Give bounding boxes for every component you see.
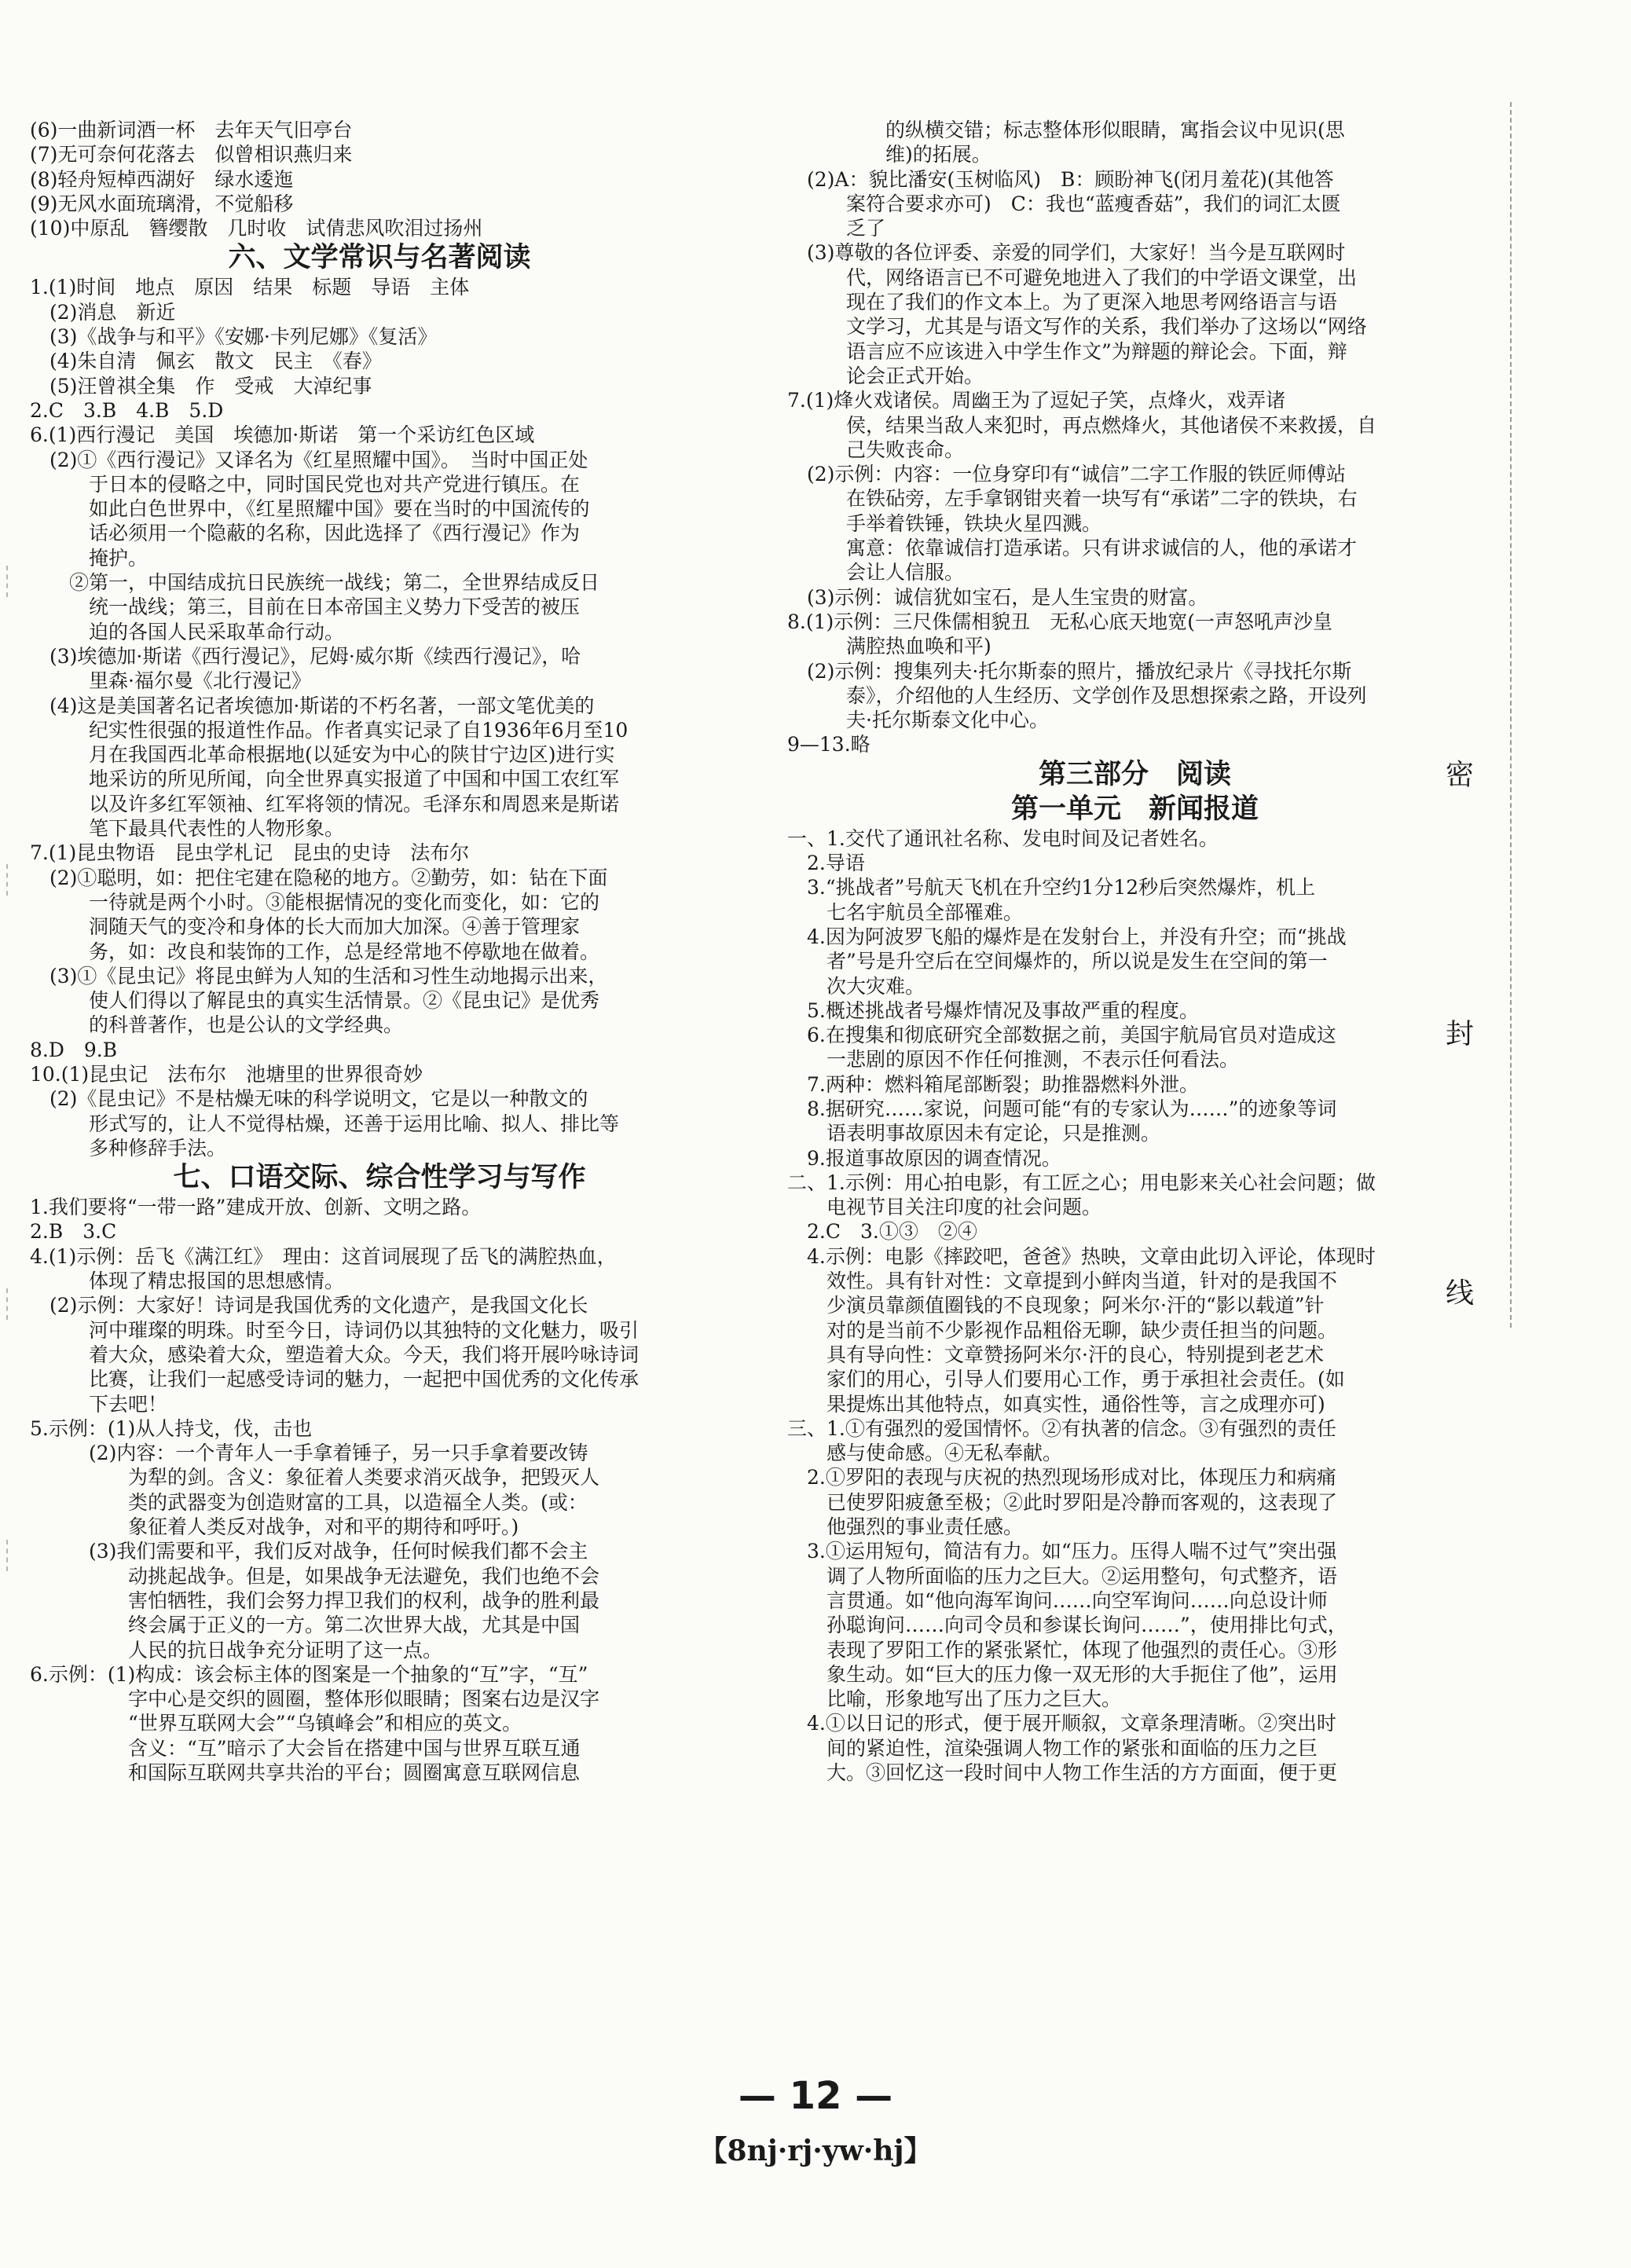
right-answer-line: 感与使命感。④无私奉献。: [787, 1442, 1063, 1465]
right-answer-line: 具有导向性：文章赞扬阿米尔·汗的良心，特别提到老艺术: [787, 1343, 1324, 1366]
left-answer-line: 地采访的所见所闻，向全世界真实报道了中国和中国工农红军: [30, 768, 620, 791]
left-answer-line: 于日本的侵略之中，同时国民党也对共产党进行镇压。在: [30, 472, 581, 496]
right-answer-line: (2)示例：内容：一位身穿印有“诚信”二字工作服的铁匠师傅站: [787, 463, 1346, 486]
left-answer-line: 统一战线；第三，目前在日本帝国主义势力下受苦的被压: [30, 595, 581, 619]
right-answer-line: 语表明事故原因未有定论，只是推测。: [787, 1122, 1161, 1145]
left-answer-line: (6)一曲新词酒一杯 去年天气旧亭台: [30, 119, 353, 141]
right-answer-line: 7.两种：燃料箱尾部断裂；助推器燃料外泄。: [787, 1072, 1199, 1096]
left-answer-line: (8)轻舟短棹西湖好 绿水逶迤: [30, 167, 294, 191]
left-answer-line: 月在我国西北革命根据地(以延安为中心的陕甘宁边区)进行实: [30, 743, 615, 767]
right-answer-line: 9—13.略: [787, 733, 870, 757]
left-answer-line: 着大众，感染着大众，塑造着大众。今天，我们将开展吟咏诗词: [30, 1343, 640, 1366]
left-answer-line: (2)消息 新近: [30, 300, 176, 324]
left-answer-line: 务，如：改良和装饰的工作，总是经常地不停歇地在做着。: [30, 940, 600, 963]
left-answer-line: 4.(1)示例：岳飞《满江红》 理由：这首词展现了岳飞的满腔热血，: [30, 1244, 617, 1268]
right-answer-line: 比喻，形象地写出了压力之巨大。: [787, 1687, 1122, 1711]
left-answer-line: 河中璀璨的明珠。时至今日，诗词仍以其独特的文化魅力，吸引: [30, 1318, 640, 1342]
left-answer-line: 和国际互联网共享共治的平台；圆圈寓意互联网信息: [30, 1761, 581, 1784]
right-answer-line: 维)的拓展。: [787, 143, 991, 167]
left-answer-line: 为犁的剑。含义：象征着人类要求消灭战争，把毁灭人: [30, 1466, 600, 1489]
right-answer-line: 表现了罗阳工作的紧张紧忙，体现了他强烈的责任心。③形: [787, 1638, 1338, 1662]
left-answer-line: 以及许多红军领袖、红军将领的情况。毛泽东和周恩来是斯诺: [30, 792, 620, 815]
right-answer-line: 大。③回忆这一段时间中人物工作生活的方方面面，便于更: [787, 1761, 1338, 1784]
binding-dashed-line: [1510, 102, 1554, 1328]
right-answer-line: 次大灾难。: [787, 974, 925, 998]
left-edge-mark: [6, 1540, 13, 1571]
left-answer-line: 6.(1)西行漫记 美国 埃德加·斯诺 第一个采访红色区域: [30, 423, 535, 447]
left-answer-line: 害怕牺牲，我们会努力捍卫我们的权利，战争的胜利最: [30, 1588, 600, 1612]
right-answer-line: 2.C 3.①③ ②④: [787, 1220, 977, 1244]
left-answer-line: (2)内容：一个青年人一手拿着锤子，另一只手拿着要改铸: [30, 1442, 588, 1465]
right-answer-line: 一悲剧的原因不作任何推测，不表示任何看法。: [787, 1048, 1240, 1072]
right-answer-line: (2)A：貌比潘安(玉树临风) B：顾盼神飞(闭月羞花)(其他答: [787, 167, 1334, 191]
left-answer-line: 话必须用一个隐蔽的名称，因此选择了《西行漫记》作为: [30, 522, 581, 545]
right-answer-line: 3.①运用短句，简洁有力。如“压力。压得人喘不过气”突出强: [787, 1540, 1337, 1563]
right-answer-line: 满腔热血唤和平): [787, 635, 991, 658]
right-answer-line: 论会正式开始。: [787, 364, 984, 387]
left-answer-line: 含义：“互”暗示了大会旨在搭建中国与世界互联互通: [30, 1736, 581, 1760]
left-answer-line: 使人们得以了解昆虫的真实生活情景。②《昆虫记》是优秀: [30, 989, 600, 1013]
left-section-title: 六、文学常识与名著阅读: [228, 242, 531, 274]
left-answer-line: 的科普著作，也是公认的文学经典。: [30, 1013, 404, 1037]
right-answer-line: 乏了: [787, 217, 886, 240]
left-answer-line: 笔下最具代表性的人物形象。: [30, 817, 345, 841]
right-answer-line: 三、1.①有强烈的爱国情怀。②有执著的信念。③有强烈的责任: [787, 1416, 1336, 1440]
binding-label-xian: 线: [1445, 1277, 1474, 1310]
left-answer-line: 比赛，让我们一起感受诗词的魅力，一起把中国优秀的文化传承: [30, 1368, 640, 1391]
right-answer-line: 者”号是升空后在空间爆炸的，所以说是发生在空间的第一: [787, 950, 1328, 973]
right-answer-line: 4.因为阿波罗飞船的爆炸是在发射台上，并没有升空；而“挑战: [787, 925, 1347, 948]
binding-label-feng: 封: [1445, 1018, 1474, 1050]
left-answer-line: 迫的各国人民采取革命行动。: [30, 620, 345, 643]
left-answer-line: 类的武器变为创造财富的工具，以造福全人类。(或：: [30, 1490, 588, 1514]
left-answer-line: 5.示例：(1)从人持戈，伐，击也: [30, 1416, 313, 1440]
right-answer-line: 对的是当前不少影视作品粗俗无聊，缺少责任担当的问题。: [787, 1318, 1338, 1342]
left-answer-line: (2)示例：大家好！诗词是我国优秀的文化遗产，是我国文化长: [30, 1294, 588, 1317]
right-answer-line: 泰》，介绍他的人生经历、文学创作及思想探索之路，开设列: [787, 683, 1367, 707]
right-answer-line: 8.(1)示例：三尺侏儒相貌丑 无私心底天地宽(一声怒吼声沙皇: [787, 610, 1333, 633]
left-answer-line: 1.我们要将“一带一路”建成开放、创新、文明之路。: [30, 1196, 482, 1219]
right-section-title: 第三部分 阅读: [1038, 758, 1231, 790]
left-answer-line: (9)无风水面琉璃滑，不觉船移: [30, 192, 294, 215]
right-answer-line: 间的紧迫性，渲染强调人物工作的紧张和面临的压力之巨: [787, 1736, 1318, 1760]
left-answer-line: 掩护。: [30, 546, 148, 570]
left-answer-line: (2)①《西行漫记》又译名为《红星照耀中国》。 当时中国正处: [30, 448, 588, 471]
left-answer-line: 2.C 3.B 4.B 5.D: [30, 398, 224, 422]
right-answer-line: 效性。具有针对性：文章提到小鲜肉当道，针对的是我国不: [787, 1270, 1338, 1293]
left-answer-line: 7.(1)昆虫物语 昆虫学札记 昆虫的史诗 法布尔: [30, 841, 470, 865]
right-answer-line: 代，网络语言已不可避免地进入了我们的中学语文课堂，出: [787, 266, 1358, 289]
right-answer-line: 7.(1)烽火戏诸侯。周幽王为了逗妃子笑，点烽火，戏弄诸: [787, 389, 1286, 412]
left-answer-line: 形式写的，让人不觉得枯燥，还善于运用比喻、拟人、排比等: [30, 1112, 620, 1135]
right-answer-line: 4.示例：电影《摔跤吧，爸爸》热映，文章由此切入评论，体现时: [787, 1244, 1376, 1268]
left-edge-mark: [6, 864, 13, 896]
right-answer-line: 七名宇航员全部罹难。: [787, 900, 1024, 924]
right-answer-line: 寓意：依靠诚信打造承诺。只有讲求诚信的人，他的承诺才: [787, 537, 1358, 560]
left-answer-line: 2.B 3.C: [30, 1220, 117, 1244]
right-answer-line: 语言应不应该进入中学生作文”为辩题的辩论会。下面，辩: [787, 339, 1347, 363]
right-answer-line: 的纵横交错；标志整体形似眼睛，寓指会议中见识(思: [787, 119, 1345, 141]
left-answer-line: 如此白色世界中，《红星照耀中国》要在当时的中国流传的: [30, 497, 590, 521]
right-column: [787, 118, 1483, 1785]
right-answer-line: 2.导语: [787, 852, 865, 875]
right-answer-line: 在铁砧旁，左手拿钢钳夹着一块写有“承诺”二字的铁块，右: [787, 487, 1358, 511]
footer-code: 【8nj·rj·yw·hj】: [698, 2134, 933, 2167]
left-answer-line: 字中心是交织的圆圈，整体形似眼睛；图案右边是汉字: [30, 1687, 600, 1711]
left-column: [30, 118, 729, 1785]
right-answer-line: 8.据研究……家说，问题可能“有的专家认为……”的迹象等词: [787, 1097, 1337, 1120]
left-answer-line: 人民的抗日战争充分证明了这一点。: [30, 1638, 443, 1662]
left-answer-line: 10.(1)昆虫记 法布尔 池塘里的世界很奇妙: [30, 1062, 423, 1086]
right-answer-line: 调了人物所面临的压力之巨大。②运用整句，句式整齐，语: [787, 1564, 1338, 1588]
page-number: — 12 —: [738, 2074, 893, 2118]
right-answer-line: 象生动。如“巨大的压力像一双无形的大手扼住了他”，运用: [787, 1662, 1338, 1686]
right-answer-line: 一、1.交代了通讯社名称、发电时间及记者姓名。: [787, 826, 1219, 850]
right-answer-line: 他强烈的事业责任感。: [787, 1515, 1024, 1539]
right-answer-line: 手举着铁锤，铁块火星四溅。: [787, 511, 1102, 535]
left-answer-line: (7)无可奈何花落去 似曾相识燕归来: [30, 143, 353, 167]
left-answer-line: 纪实性很强的报道性作品。作者真实记录了自1936年6月至10: [30, 718, 629, 742]
right-answer-line: 会让人信服。: [787, 561, 965, 584]
left-answer-line: (5)汪曾祺全集 作 受戒 大淖纪事: [30, 374, 372, 398]
left-answer-line: (3)《战争与和平》《安娜·卡列尼娜》《复活》: [30, 325, 438, 349]
left-answer-line: 里森·福尔曼《北行漫记》: [30, 669, 311, 693]
right-answer-line: 孙聪询问……向司令员和参谋长询问……”，使用排比句式，: [787, 1614, 1347, 1637]
left-section-title: 七、口语交际、综合性学习与写作: [173, 1162, 586, 1194]
left-answer-line: 8.D 9.B: [30, 1038, 118, 1061]
right-answer-line: 二、1.示例：用心拍电影，有工匠之心；用电影来关心社会问题；做: [787, 1171, 1376, 1194]
right-answer-line: 案符合要求亦可) C：我也“蓝瘦香菇”，我们的词汇太匮: [787, 192, 1341, 215]
right-answer-line: 己失败丧命。: [787, 438, 965, 461]
right-answer-line: 2.①罗阳的表现与庆祝的热烈现场形成对比，体现压力和病痛: [787, 1466, 1336, 1489]
left-edge-mark: [6, 1288, 13, 1320]
right-answer-line: 3.“挑战者”号航天飞机在升空约1分12秒后突然爆炸，机上: [787, 876, 1316, 900]
left-answer-line: (2)《昆虫记》不是枯燥无味的科学说明文，它是以一种散文的: [30, 1087, 588, 1111]
right-answer-line: 现在了我们的作文本上。为了更深入地思考网络语言与语: [787, 291, 1338, 314]
left-answer-line: 6.示例：(1)构成：该会标主体的图案是一个抽象的“互”字，“互”: [30, 1662, 588, 1686]
left-edge-mark: [6, 566, 13, 597]
right-answer-line: 果提炼出其他特点，如真实性，通俗性等，言之成理亦可): [787, 1392, 1325, 1416]
left-answer-line: 多种修辞手法。: [30, 1136, 227, 1160]
right-answer-line: 9.报道事故原因的调查情况。: [787, 1146, 1061, 1170]
binding-label-mi: 密: [1445, 759, 1474, 791]
right-answer-line: 电视节目关注印度的社会问题。: [787, 1196, 1102, 1219]
left-answer-line: 一待就是两个小时。③能根据情况的变化而变化，如：它的: [30, 890, 600, 914]
left-answer-line: 体现了精忠报国的思想感情。: [30, 1270, 345, 1293]
right-answer-line: 言贯通。如“他向海军询问……向空军询问……向总设计师: [787, 1588, 1328, 1612]
left-answer-line: (4)这是美国著名记者埃德加·斯诺的不朽名著，一部文笔优美的: [30, 694, 595, 717]
right-section-title: 第一单元 新闻报道: [1010, 793, 1259, 825]
right-answer-line: (3)尊敬的各位评委、亲爱的同学们，大家好！当今是互联网时: [787, 241, 1346, 265]
left-answer-line: 终会属于正义的一方。第二次世界大战，尤其是中国: [30, 1614, 581, 1637]
left-answer-line: (3)我们需要和平，我们反对战争，任何时候我们都不会主: [30, 1540, 588, 1563]
left-answer-line: (3)①《昆虫记》将昆虫鲜为人知的生活和习性生动地揭示出来，: [30, 964, 608, 987]
right-answer-line: 6.在搜集和彻底研究全部数据之前，美国宇航局官员对造成这: [787, 1024, 1336, 1047]
right-answer-line: 少演员靠颜值圈钱的不良现象；阿米尔·汗的“影以载道”针: [787, 1294, 1325, 1317]
left-answer-line: (2)①聪明，如：把住宅建在隐秘的地方。②勤劳，如：钻在下面: [30, 866, 608, 889]
left-answer-line: 下去吧！: [30, 1392, 168, 1416]
left-answer-line: 动挑起战争。但是，如果战争无法避免，我们也绝不会: [30, 1564, 600, 1588]
right-answer-line: 5.概述挑战者号爆炸情况及事故严重的程度。: [787, 998, 1199, 1022]
right-answer-line: 侯，结果当敌人来犯时，再点燃烽火，其他诸侯不来救援，自: [787, 413, 1377, 437]
left-answer-line: ②第一，中国结成抗日民族统一战线；第二，全世界结成反日: [30, 571, 600, 595]
left-answer-line: “世界互联网大会”“乌镇峰会”和相应的英文。: [30, 1712, 522, 1735]
left-answer-line: 洞随天气的变冷和身体的长大而加大加深。④善于管理家: [30, 915, 581, 939]
right-answer-line: 文学习，尤其是与语文写作的关系，我们举办了这场以“网络: [787, 315, 1367, 339]
right-answer-line: (3)示例：诚信犹如宝石，是人生宝贵的财富。: [787, 585, 1208, 609]
left-answer-line: (3)埃德加·斯诺《西行漫记》，尼姆·威尔斯《续西行漫记》，哈: [30, 644, 581, 668]
left-answer-line: 象征着人类反对战争，对和平的期待和呼吁。): [30, 1515, 519, 1539]
right-answer-line: 夫·托尔斯泰文化中心。: [787, 709, 1049, 732]
left-answer-line: (4)朱自清 佩玄 散文 民主 《春》: [30, 350, 382, 373]
right-answer-line: 4.①以日记的形式，便于展开顺叙，文章条理清晰。②突出时: [787, 1712, 1336, 1735]
right-answer-line: 家们的用心，引导人们要用心工作，勇于承担社会责任。(如: [787, 1368, 1345, 1391]
right-answer-line: 已使罗阳疲惫至极；②此时罗阳是冷静而客观的，这表现了: [787, 1490, 1338, 1514]
right-answer-line: (2)示例：搜集列夫·托尔斯泰的照片，播放纪录片《寻找托尔斯: [787, 659, 1352, 683]
left-answer-line: (10)中原乱 簪缨散 几时收 试倩悲风吹泪过扬州: [30, 217, 483, 240]
left-answer-line: 1.(1)时间 地点 原因 结果 标题 导语 主体: [30, 276, 470, 299]
